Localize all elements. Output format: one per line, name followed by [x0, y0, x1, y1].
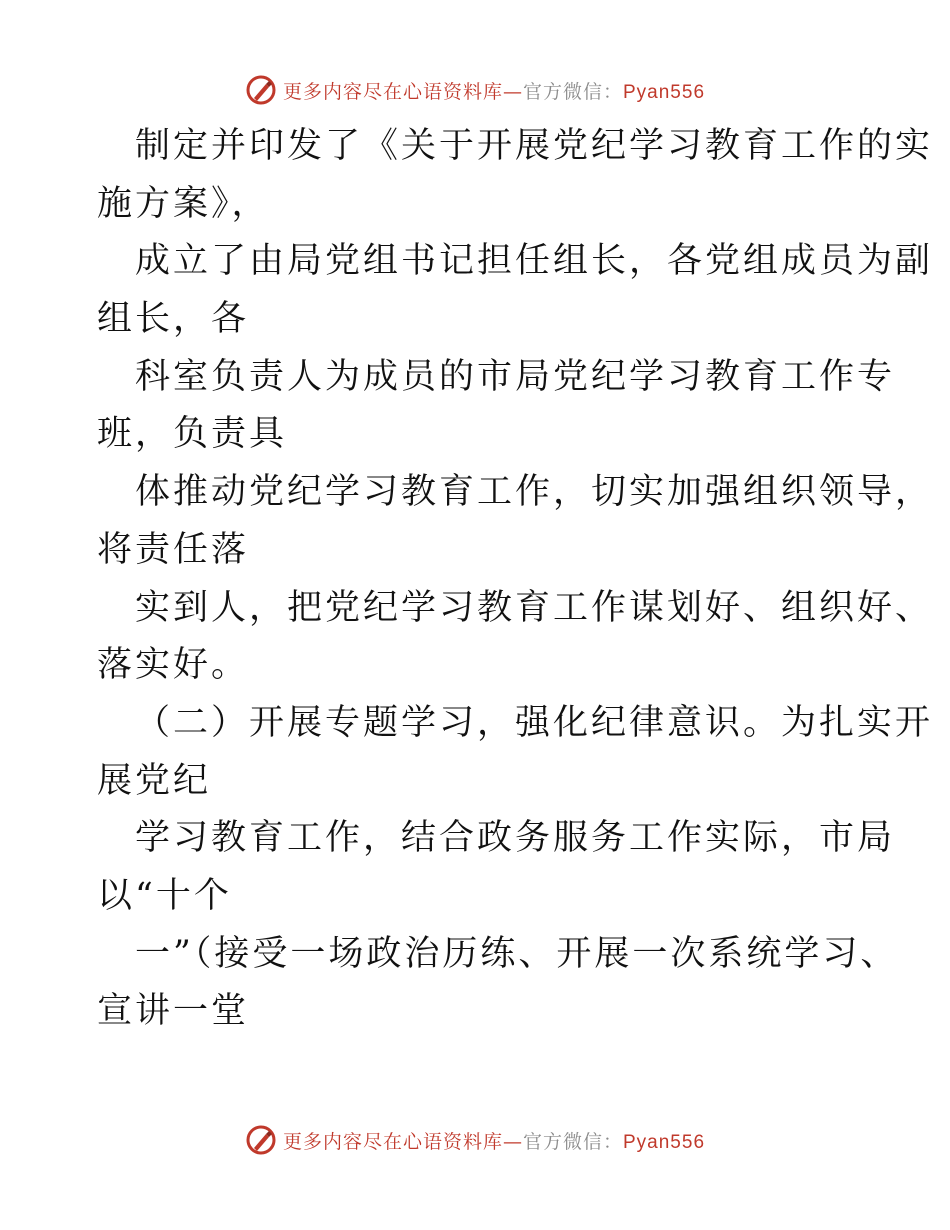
text-line: 学习教育工作，结合政务服务工作实际，市局 — [135, 818, 896, 859]
text-line: 展党纪 — [97, 760, 212, 801]
document-body — [97, 118, 934, 1041]
text-line: 落实好。 — [97, 645, 250, 686]
watermark-text — [283, 1127, 705, 1154]
text-line: 实到人，把党纪学习教育工作谋划好、组织好、 — [135, 587, 934, 628]
text-line: 组长，各 — [97, 299, 250, 340]
watermark-dash: — — [502, 1130, 523, 1153]
watermark-dash: — — [502, 80, 523, 103]
watermark-label: 官方微信： — [522, 80, 623, 103]
text-line: 班，负责具 — [97, 414, 288, 455]
text-line: 一”（接受一场政治历练、开展一次系统学习、 — [135, 933, 899, 974]
watermark-label: 官方微信： — [522, 1130, 623, 1153]
pen-logo-icon — [245, 74, 277, 106]
text-line: 制定并印发了《关于开展党纪学习教育工作的实 — [135, 126, 934, 166]
watermark-brand: 更多内容尽在心语资料库 — [282, 80, 503, 103]
text-line: （二）开展专题学习，强化纪律意识。为扎实开 — [135, 702, 934, 743]
text-line: 将责任落 — [97, 529, 250, 570]
header-watermark — [0, 70, 950, 110]
watermark-wechat-id: Pyan556 — [623, 81, 706, 103]
pen-logo-icon — [245, 1124, 277, 1156]
watermark-brand: 更多内容尽在心语资料库 — [282, 1130, 503, 1153]
watermark-text — [283, 77, 705, 104]
text-line: 宣讲一堂 — [97, 991, 250, 1032]
footer-watermark — [0, 1120, 950, 1160]
text-line: 科室负责人为成员的市局党纪学习教育工作专 — [135, 356, 896, 397]
text-line: 以“十个 — [97, 875, 232, 916]
watermark-wechat-id: Pyan556 — [623, 1131, 706, 1153]
text-line: 体推动党纪学习教育工作，切实加强组织领导， — [135, 472, 934, 513]
text-line: 成立了由局党组书记担任组长，各党组成员为副 — [135, 241, 934, 282]
text-line: 施方案》， — [97, 183, 270, 224]
